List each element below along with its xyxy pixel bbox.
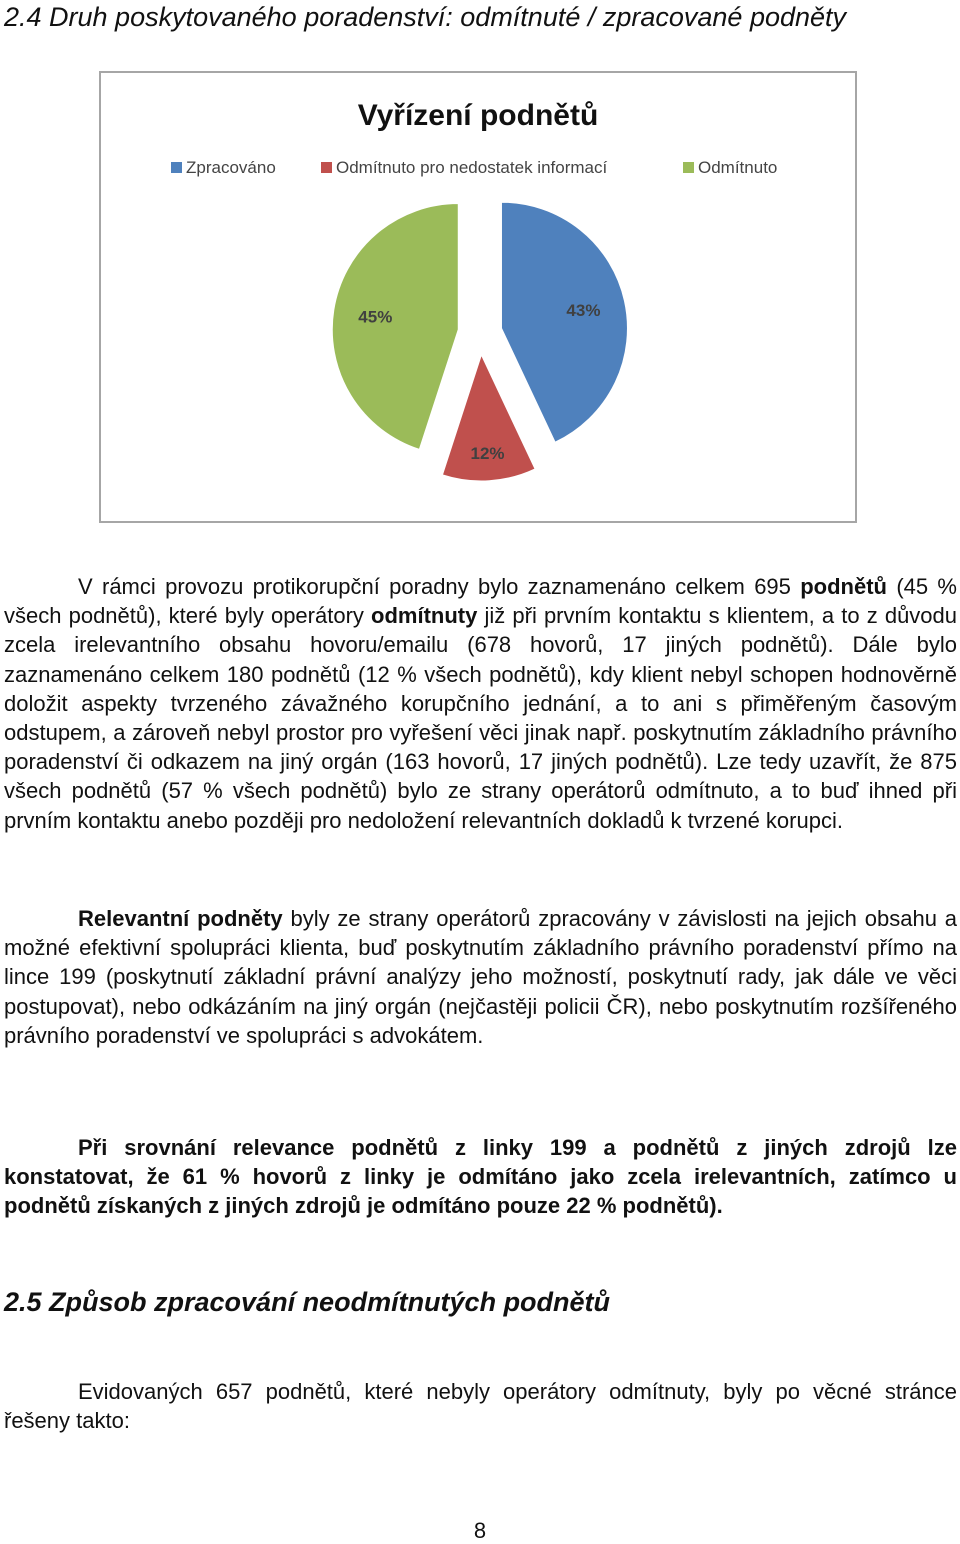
- pie-slice: [332, 204, 458, 450]
- paragraph-bold: Relevantní podněty: [78, 906, 283, 931]
- paragraph-rejected: [4, 572, 957, 835]
- paragraph-bold: podnětů: [800, 574, 887, 599]
- chart-title: Vyřízení podnětů: [357, 99, 599, 132]
- page-number: 8: [473, 1518, 487, 1543]
- paragraph-text: byly ze strany operátorů zpracovány v závislosti na jejich obsahu a možné efektivní spolupráci klienta, buď poskytnutím základního právního poradenství přímo na lince 199 (poskytnutí základní právní analýzy jeho možností, poskytnutí rady, jak dále ve věci postupovat), nebo odkázáním na jiný orgán (nejčastěji policii ČR), nebo poskytnutím rozšířeného právního poradenství ve spolupráci s advokátem.: [4, 906, 957, 1048]
- legend-label: Zpracováno: [186, 158, 276, 177]
- slice-label: 45%: [358, 307, 393, 327]
- section-heading-25: 2.5 Způsob zpracování neodmítnutých podnětů: [4, 1287, 611, 1317]
- paragraph-evidence: [4, 1377, 957, 1435]
- pie-chart-frame: [99, 71, 857, 523]
- legend-label: Odmítnuto: [698, 158, 778, 177]
- legend-label: Odmítnuto pro nedostatek informací: [336, 158, 608, 177]
- paragraph-text: V rámci provozu protikorupční poradny bylo zaznamenáno celkem 695: [78, 574, 801, 599]
- paragraph-relevant: [4, 904, 957, 1050]
- legend-swatch: [683, 162, 694, 173]
- paragraph-text: již při prvním kontaktu s klientem, a to z důvodu zcela irelevantního obsahu hovoru/emailu (678 hovorů, 17 jiných podnětů). Dále bylo zaznamenáno celkem 180 podnětů (12 % všech podnětů), kdy klient nebyl schopen hodnověrně doložit aspekty tvrzeného závažného korupčního jednání, a to ani s přiměřeným časovým odstupem, a zároveň nebyl prostor pro vyřešení věci jinak např. poskytnutím základního právního poradenství či odkazem na jiný orgán (163 hovorů, 17 jiných podnětů). Lze tedy uzavřít, že 875 všech podnětů (57 % všech podnětů) bylo ze strany operátorů odmítnuto, a to buď ihned při prvním kontaktu anebo později pro nedoložení relevantních dokladů k tvrzené korupci.: [4, 603, 958, 833]
- paragraph-comparison: [4, 1133, 957, 1221]
- paragraph-bold: odmítnuty: [371, 603, 478, 629]
- slice-label: 12%: [470, 443, 505, 463]
- paragraph-bold: Při srovnání relevance podnětů z linky 199 a podnětů z jiných zdrojů lze konstatovat, že 61 % hovorů z linky je odmítáno jako zcela irelevantních, zatímco u podnětů získaných z jiných zdrojů je odmítáno pouze 22 % podnětů).: [4, 1135, 957, 1219]
- paragraph-text: Evidovaných 657 podnětů, které nebyly operátory odmítnuty, byly po věcné stránce řešeny takto:: [4, 1379, 957, 1434]
- legend-swatch: [171, 162, 182, 173]
- legend-swatch: [321, 162, 332, 173]
- pie-slice: [501, 202, 627, 442]
- section-heading: 2.4 Druh poskytovaného poradenství: odmítnuté / zpracované podněty: [4, 2, 847, 32]
- paragraph-text: (45 % všech podnětů), které byly operátory: [4, 574, 957, 629]
- pie-chart: [101, 73, 855, 521]
- slice-label: 43%: [566, 300, 601, 320]
- legend-item: [321, 158, 607, 177]
- legend-item: [683, 158, 777, 177]
- legend-item: [171, 158, 276, 177]
